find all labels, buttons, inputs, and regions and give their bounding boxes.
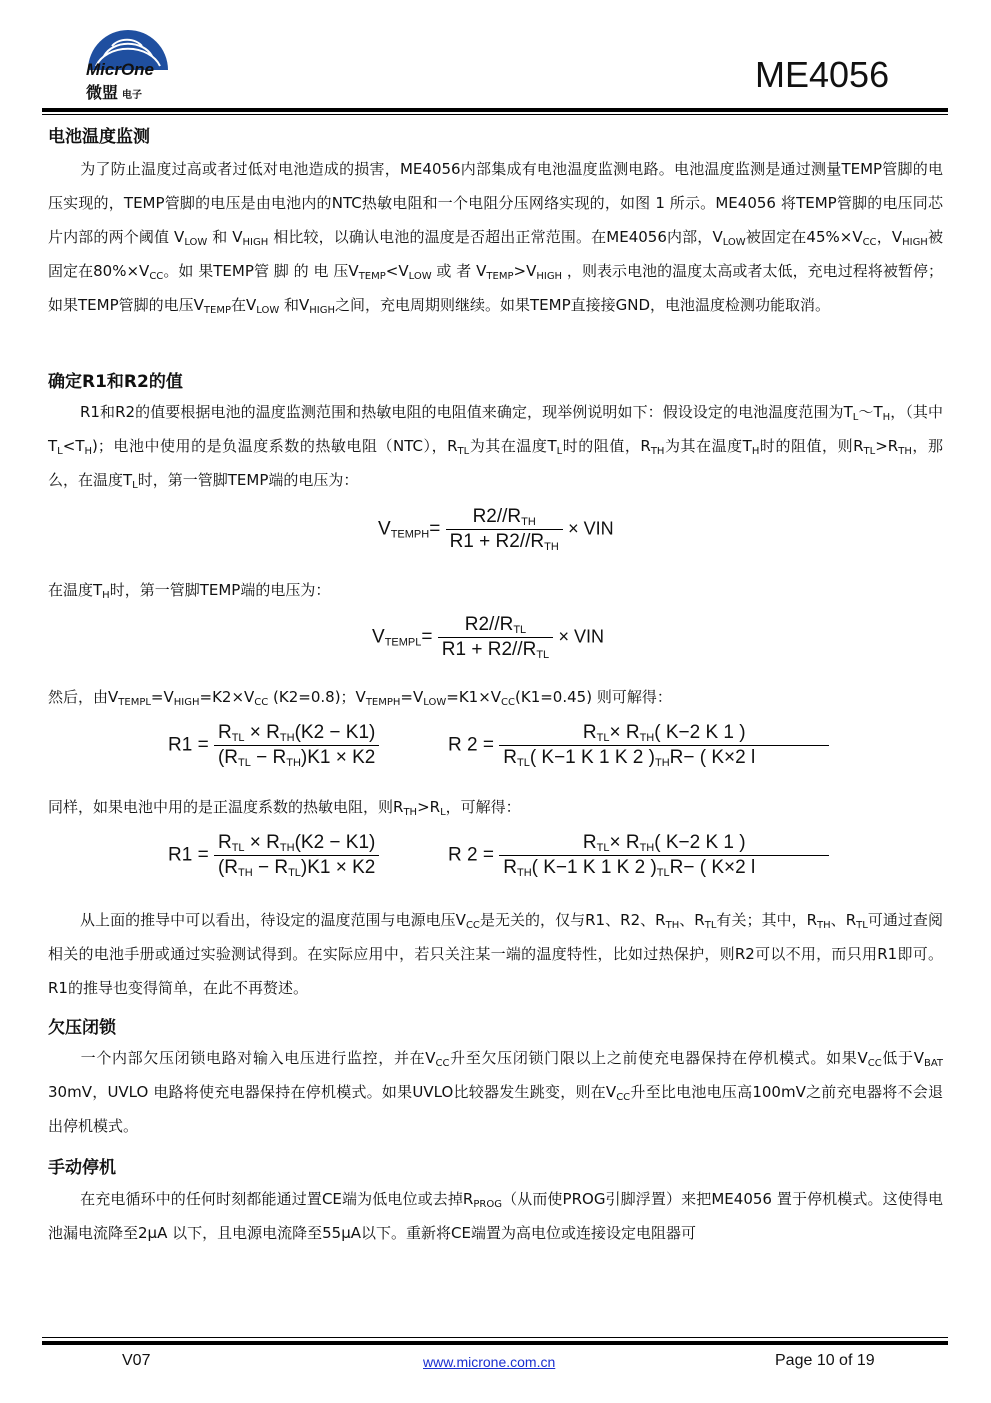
header-rule — [42, 108, 948, 112]
footer-link[interactable]: www.microne.com.cn — [423, 1354, 556, 1370]
equation-r2-ntc: R 2 = $\frac{R_{TL}\times R_{TH}( K-2 K 1 )}{R_{TL}( K-1 K 1 K 2 )_{TH}R- ( K\times 2 l}$ — [448, 722, 829, 769]
section-title-uvlo: 欠压闭锁 — [48, 1018, 116, 1038]
model-title: ME4056 — [755, 54, 890, 95]
paragraph-manual-shutdown: 在充电循环中的任何时刻都能通过置CE端为低电位或去掉$R_{PROG}$（从而使PROG引脚浮置）来把ME4056 置于停机模式。这使得电池漏电流降至2μA 以下，且电源电流降至55μA以下。重新将CE端置为高电位或连接设定电阻器可 — [48, 1190, 943, 1242]
section-title-r1-r2: 确定R1和R2的值 — [48, 372, 183, 392]
equation-r1-ntc: R1 = $\frac{R_{TL} \times R_{TH}(K2 - K1)}{(R_{TL} - R_{TH})K1 \times K2}$ — [168, 722, 379, 769]
paragraph-uvlo: 一个内部欠压闭锁电路对输入电压进行监控，并在$V_{CC}$升至欠压闭锁门限以上之前使充电器保持在停机模式。如果$V_{CC}$低于$V_{BAT}$ 30mV，UVLO 电路将使充电器保持在停机模式。如果UVLO比较器发生跳变，则在$V_{CC}$升至比电池电压高100mV之前充电器将不会退出停机模式。 — [48, 1049, 944, 1135]
equation-r2-ptc: R 2 = $\frac{R_{TL}\times R_{TH}( K-2 K 1 )}{R_{TH}( K-1 K 1 K 2 )_{TL}R- ( K\times 2 l}$ — [448, 832, 829, 879]
paragraph-r1-r2: R1和R2的值要根据电池的温度监测范围和热敏电阻的电阻值来确定，现举例说明如下：假设设定的电池温度范围为$T_L\sim T_H$，（其中$T_L<T_H$)；电池中使用的是负温度系数的热敏电阻（NTC），$R_{TL}$为其在温度$T_L$时的阻值，$R_{TH}$为其在温度$T_H$时的阻值，则$R_{TL}>R_{TH}$，那么，在温度$T_L$时，第一管脚TEMP端的电压为： — [48, 403, 943, 491]
brand-logo — [82, 26, 172, 102]
equation-r1-ptc: R1 = $\frac{R_{TL} \times R_{TH}(K2 - K1)}{(R_{TH} - R_{TL})K1 \times K2}$ — [168, 832, 379, 879]
footer-url[interactable] — [423, 1354, 555, 1372]
brand-en: MicrOne — [86, 60, 155, 79]
section-title-battery-temp: 电池温度监测 — [48, 127, 150, 147]
paragraph-derivation: 从上面的推导中可以看出，待设定的温度范围与电源电压$V_{CC}$是无关的，仅与R1、R2、$R_{TH}$、$R_{TL}$有关；其中，$R_{TH}$、$R_{TL}$可通过查阅相关的电池手册或通过实验测试得到。在实际应用中，若只关注某一端的温度特性，比如过热保护，则R2可以不用，而只用R1即可。R1的推导也变得简单，在此不再赘述。 — [48, 911, 943, 997]
footer-version: V07 — [122, 1352, 151, 1369]
footer-rule-thin — [42, 1337, 948, 1338]
footer-page: Page 10 of 19 — [775, 1352, 875, 1369]
paragraph-at-th: 在温度$T_H$时，第一管脚TEMP端的电压为： — [48, 581, 331, 601]
brand-cn: 微盟 电子 — [86, 83, 143, 102]
header-rule-thin — [42, 114, 948, 115]
footer-rule — [42, 1341, 948, 1345]
paragraph-ptc: 同样，如果电池中用的是正温度系数的热敏电阻，则$R_{TH}>R_L$，可解得： — [48, 798, 521, 818]
equation-vtemph: $V_{TEMPH}=$ $\frac{R2//R_{TH}}{R1 + R2//R_{TH}}$ × VIN — [378, 506, 614, 553]
paragraph-then: 然后，由$V_{TEMPL}=V_{HIGH}=K2\times V_{CC}$ (K2=0.8)；$V_{TEMPH}=V_{LOW}=K1\times V_{CC}(K1=0.45)$ 则可解得： — [48, 688, 672, 708]
section-title-manual-shutdown: 手动停机 — [48, 1158, 116, 1178]
paragraph-battery-temp: 为了防止温度过高或者过低对电池造成的损害，ME4056内部集成有电池温度监测电路。电池温度监测是通过测量TEMP管脚的电压实现的，TEMP管脚的电压是由电池内的NTC热敏电阻和一个电阻分压网络实现的，如图 1 所示。ME4056 将TEMP管脚的电压同芯片内部的两个阈值 $V_{LOW}$ 和 $V_{HIGH}$ 相比较，以确认电池的温度是否超出正常范围。在ME4056内部，$V_{LOW}$被固定在$45\%\times V_{CC}$，$V_{HIGH}$被固定在$80\%\times V_{CC}$。如 果TEMP管 脚 的 电 压$V_{TEMP}<V_{LOW}$ 或 者 $V_{TEMP}>V_{HIGH}$ ，则表示电池的温度太高或者太低，充电过程将被暂停；如果TEMP管脚的电压$V_{TEMP}$在$V_{LOW}$ 和$V_{HIGH}$之间，充电周期则继续。如果TEMP直接接GND，电池温度检测功能取消。 — [48, 160, 943, 316]
equation-vtempl: $V_{TEMPL}=$ $\frac{R2//R_{TL}}{R1 + R2//R_{TL}}$ × VIN — [372, 614, 604, 661]
